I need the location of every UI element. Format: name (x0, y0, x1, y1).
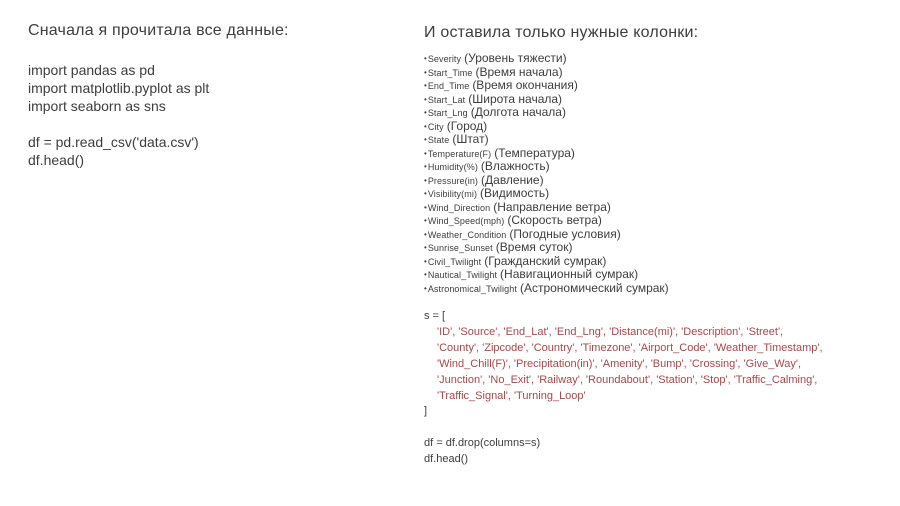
column-name: Wind_Direction (427, 202, 491, 213)
column-translation: (Время суток) (495, 240, 573, 254)
code-line: df.head() (28, 152, 85, 168)
column-translation: (Гражданский сумрак) (484, 253, 607, 268)
column-name: Start_Lat (427, 94, 466, 105)
column-translation: (Направление ветра) (493, 199, 611, 214)
column-list-item (424, 106, 669, 120)
code-line-string-literal: 'County', 'Zipcode', 'Country', 'Timezone', 'Airport_Code', 'Weather_Timestamp', (437, 341, 823, 354)
column-list-item (424, 187, 669, 201)
bullet-icon: • (424, 108, 427, 117)
code-line: df.head() (424, 453, 469, 466)
column-translation: (Погодные условия) (509, 226, 621, 241)
code-line: ] (424, 405, 428, 418)
bullet-icon: • (424, 270, 427, 279)
column-list-item (424, 160, 669, 174)
bullet-icon: • (424, 216, 427, 225)
column-name: Nautical_Twilight (427, 270, 498, 280)
code-line-string-literal: 'Wind_Chill(F)', 'Precipitation(in)', 'Amenity', 'Bump', 'Crossing', 'Give_Way', (437, 357, 802, 370)
column-translation: (Влажность) (480, 159, 550, 173)
column-name: Temperature(F) (427, 148, 492, 159)
code-line: import seaborn as sns (28, 98, 166, 114)
column-name: Weather_Condition (427, 229, 507, 240)
column-translation: (Штат) (452, 132, 489, 146)
column-list-item (424, 174, 669, 188)
column-name: Start_Time (427, 67, 473, 78)
column-name: Pressure(in) (427, 175, 479, 186)
column-translation: (Давление) (481, 172, 544, 187)
column-translation: (Навигационный сумрак) (500, 267, 639, 281)
code-line: s = [ (424, 310, 446, 322)
column-name: City (427, 121, 444, 132)
column-list-item (424, 268, 669, 282)
column-translation: (Астрономический сумрак) (519, 280, 669, 295)
column-list-item (424, 282, 669, 296)
column-list-item (424, 255, 669, 269)
bullet-icon: • (424, 121, 427, 131)
column-name: Astronomical_Twilight (427, 283, 517, 294)
column-name: Sunrise_Sunset (427, 243, 493, 253)
code-line: df = pd.read_csv('data.csv') (28, 134, 199, 150)
column-list-item (424, 52, 669, 66)
column-translation: (Скорость ветра) (507, 213, 602, 227)
bullet-icon: • (424, 162, 427, 171)
column-list-item (424, 66, 669, 80)
code-line (424, 420, 823, 436)
column-list-item (424, 133, 669, 147)
bullet-icon: • (424, 243, 427, 252)
code-line: import matplotlib.pyplot as plt (28, 80, 210, 96)
column-name: End_Time (427, 81, 470, 91)
bullet-icon: • (424, 283, 427, 293)
bullet-icon: • (424, 256, 427, 266)
column-name: Humidity(%) (427, 162, 478, 172)
column-name: Severity (427, 54, 462, 64)
column-list-item (424, 147, 669, 161)
column-translation: (Время начала) (475, 64, 563, 79)
column-list-item (424, 214, 669, 228)
code-line-string-literal: 'ID', 'Source', 'End_Lat', 'End_Lng', 'Distance(mi)', 'Description', 'Street', (437, 325, 784, 338)
kept-columns-list (424, 52, 669, 295)
column-name: State (427, 135, 450, 145)
column-name: Start_Lng (427, 108, 468, 118)
right-section-title: И оставила только нужные колонки: (424, 24, 699, 41)
column-list-item (424, 228, 669, 242)
bullet-icon: • (424, 189, 427, 198)
column-translation: (Широта начала) (468, 91, 563, 106)
column-translation: (Уровень тяжести) (464, 51, 567, 65)
bullet-icon: • (424, 81, 427, 90)
bullet-icon: • (424, 135, 427, 144)
left-section-title: Сначала я прочитала все данные: (28, 22, 289, 39)
code-line (28, 115, 209, 133)
bullet-icon: • (424, 175, 427, 185)
column-translation: (Видимость) (480, 186, 550, 200)
bullet-icon: • (424, 229, 427, 239)
column-list-item (424, 241, 669, 255)
column-name: Wind_Speed(mph) (427, 216, 505, 226)
bullet-icon: • (424, 148, 427, 158)
code-line: df = df.drop(columns=s) (424, 437, 541, 450)
column-list-item (424, 120, 669, 134)
code-line-string-literal: 'Junction', 'No_Exit', 'Railway', 'Roundabout', 'Station', 'Stop', 'Traffic_Calming', (437, 373, 818, 386)
drop-columns-code-block (424, 309, 823, 468)
bullet-icon: • (424, 67, 427, 77)
column-translation: (Время окончания) (472, 78, 578, 92)
column-translation: (Температура) (494, 145, 575, 160)
bullet-icon: • (424, 54, 427, 63)
column-translation: (Долгота начала) (470, 105, 566, 119)
code-line-string-literal: 'Traffic_Signal', 'Turning_Loop' (437, 389, 586, 402)
column-list-item (424, 93, 669, 107)
bullet-icon: • (424, 94, 427, 104)
bullet-icon: • (424, 202, 427, 212)
column-translation: (Город) (446, 118, 488, 133)
column-name: Civil_Twilight (427, 256, 482, 267)
code-line: import pandas as pd (28, 62, 155, 78)
column-list-item (424, 79, 669, 93)
left-code-block (28, 61, 209, 169)
column-list-item (424, 201, 669, 215)
column-name: Visibility(mi) (427, 189, 478, 199)
